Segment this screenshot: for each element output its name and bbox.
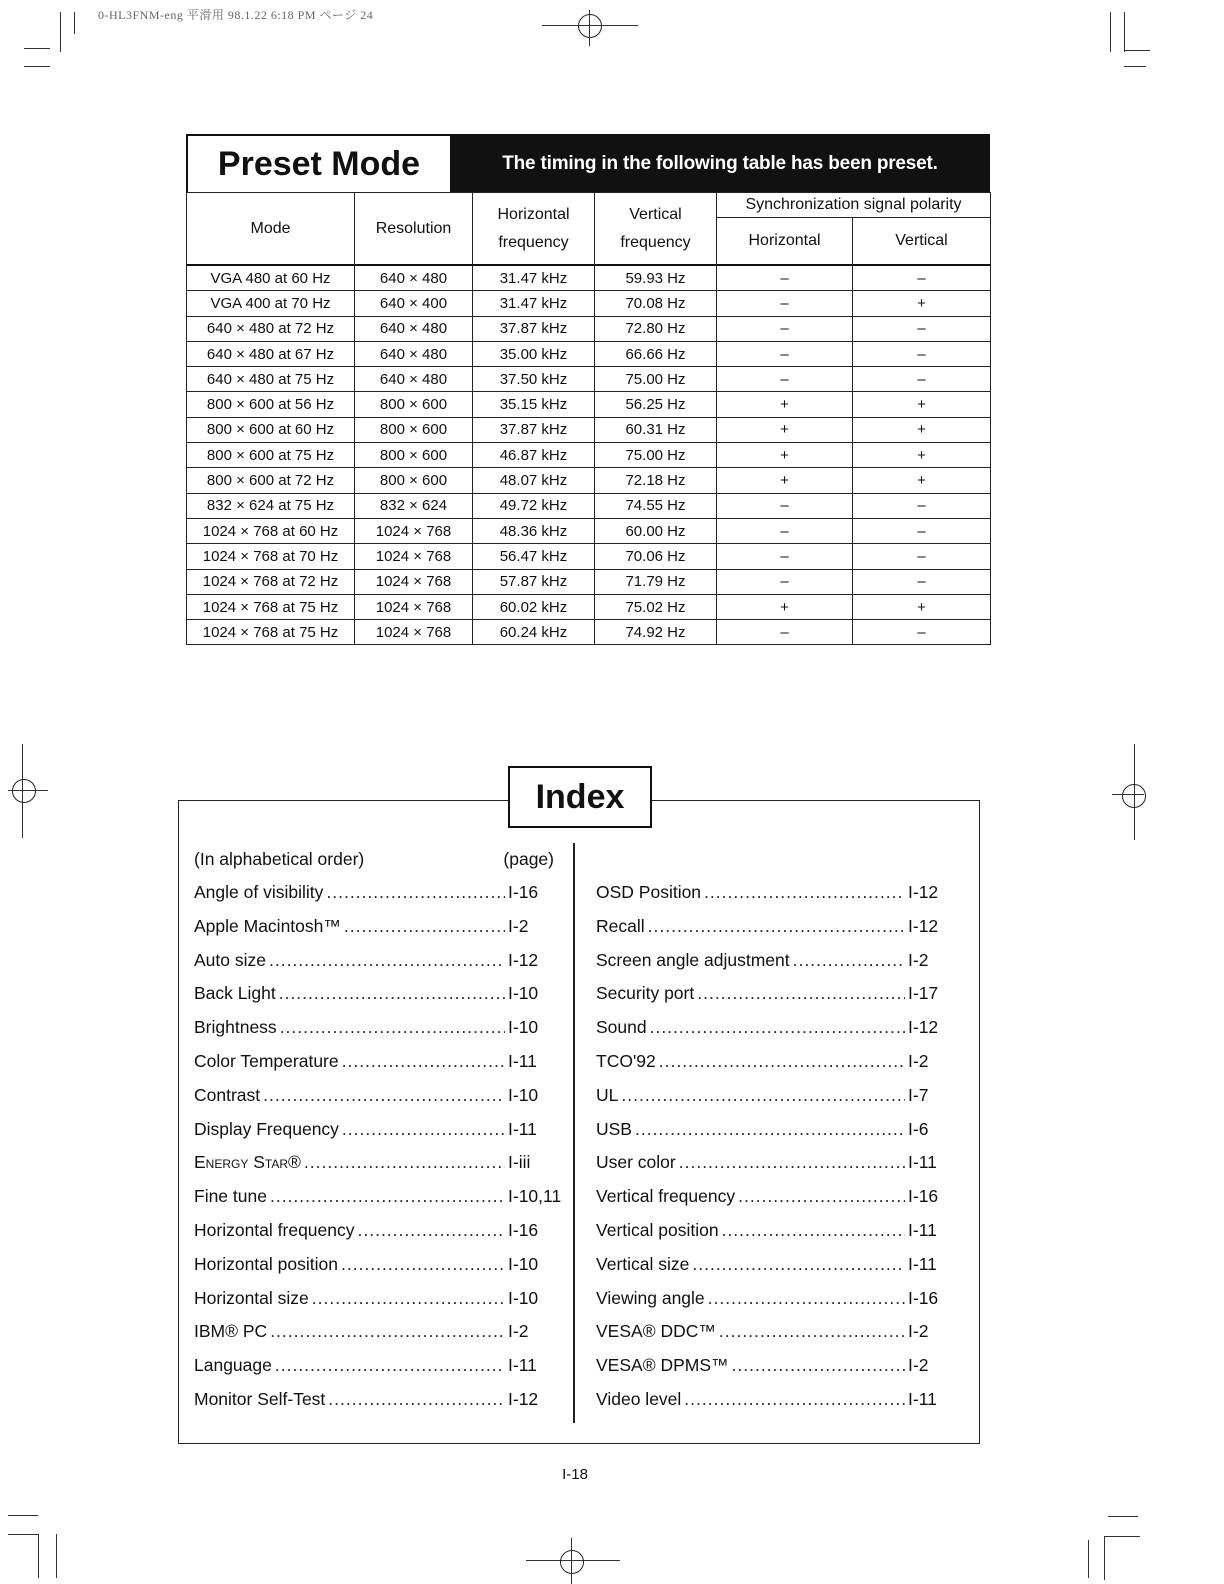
index-page-ref: I-10 xyxy=(508,983,539,1004)
cell-mode: 1024 × 768 at 75 Hz xyxy=(187,620,355,645)
table-row xyxy=(187,341,991,366)
table-row xyxy=(187,569,991,594)
index-term: Sound xyxy=(596,1017,647,1038)
column-header-sync-horizontal: Horizontal xyxy=(717,218,853,266)
index-term: VESA® DPMS™ xyxy=(596,1355,729,1376)
column-header-sync-polarity: Synchronization signal polarity xyxy=(717,193,991,218)
index-column-header xyxy=(194,842,554,876)
dot-leader xyxy=(738,1180,905,1214)
dot-leader xyxy=(793,944,905,978)
index-page-ref: I-12 xyxy=(908,915,939,936)
dot-leader xyxy=(732,1349,905,1383)
index-entry xyxy=(596,1180,946,1214)
index-entry xyxy=(596,1248,946,1282)
index-page-ref: I-10 xyxy=(508,1253,539,1274)
index-entry xyxy=(194,1349,566,1383)
index-page-ref: I-12 xyxy=(908,882,939,902)
cell-horizontal-frequency: 31.47 kHz xyxy=(473,265,595,291)
index-entry xyxy=(596,1282,946,1316)
cell-mode: 640 × 480 at 67 Hz xyxy=(187,341,355,366)
index-page-ref: I-16 xyxy=(508,882,539,902)
index-term: Back Light xyxy=(194,983,276,1004)
table-row xyxy=(187,367,991,392)
index-term: Video level xyxy=(596,1388,682,1409)
cell-resolution: 800 × 600 xyxy=(355,443,473,468)
crop-mark xyxy=(1104,1536,1105,1580)
index-entry xyxy=(596,1045,946,1079)
index-page-ref: I-12 xyxy=(908,1017,939,1038)
cell-vertical-frequency: 70.08 Hz xyxy=(595,291,717,316)
preset-mode-subtitle: The timing in the following table has been preset. xyxy=(452,136,988,192)
cell-sync-vertical: – xyxy=(853,493,991,518)
cell-sync-vertical: – xyxy=(853,518,991,543)
dot-leader xyxy=(269,944,505,978)
dot-leader xyxy=(358,1214,506,1248)
cell-vertical-frequency: 75.00 Hz xyxy=(595,443,717,468)
cell-vertical-frequency: 70.06 Hz xyxy=(595,544,717,569)
crop-mark xyxy=(589,10,590,46)
cell-horizontal-frequency: 60.24 kHz xyxy=(473,620,595,645)
cell-resolution: 1024 × 768 xyxy=(355,620,473,645)
cell-mode: 1024 × 768 at 60 Hz xyxy=(187,518,355,543)
cell-sync-vertical: – xyxy=(853,265,991,291)
index-page-ref: I-16 xyxy=(908,1186,939,1207)
index-left-list xyxy=(194,876,566,1417)
cell-vertical-frequency: 60.00 Hz xyxy=(595,518,717,543)
cell-horizontal-frequency: 60.02 kHz xyxy=(473,594,595,619)
index-entry xyxy=(194,977,566,1011)
crop-mark xyxy=(8,1534,38,1535)
index-entry xyxy=(194,1180,566,1214)
cell-horizontal-frequency: 48.07 kHz xyxy=(473,468,595,493)
table-row xyxy=(187,544,991,569)
crop-mark xyxy=(56,1534,57,1578)
cell-horizontal-frequency: 57.87 kHz xyxy=(473,569,595,594)
cell-sync-horizontal: + xyxy=(717,392,853,417)
index-entry xyxy=(596,944,946,978)
dot-leader xyxy=(704,876,905,910)
crop-mark xyxy=(1088,1540,1089,1578)
index-page-ref: I-6 xyxy=(908,1118,929,1139)
index-term: Angle of visibility xyxy=(194,882,324,902)
table-row xyxy=(187,291,991,316)
index-left-column xyxy=(194,842,566,1417)
index-entry xyxy=(194,910,566,944)
dot-leader xyxy=(326,876,505,910)
index-page-ref: I-2 xyxy=(508,915,529,936)
cell-sync-vertical: – xyxy=(853,569,991,594)
table-row xyxy=(187,518,991,543)
table-row xyxy=(187,265,991,291)
cell-horizontal-frequency: 37.87 kHz xyxy=(473,417,595,442)
crop-mark xyxy=(24,48,50,49)
cell-sync-vertical: – xyxy=(853,620,991,645)
index-entry xyxy=(194,1045,566,1079)
index-page-ref: I-17 xyxy=(908,983,939,1004)
table-row xyxy=(187,392,991,417)
cell-sync-horizontal: – xyxy=(717,620,853,645)
dot-leader xyxy=(708,1282,905,1316)
timing-table xyxy=(186,192,991,645)
cell-vertical-frequency: 60.31 Hz xyxy=(595,417,717,442)
index-term: Vertical position xyxy=(596,1219,719,1240)
index-term: Horizontal frequency xyxy=(194,1219,355,1240)
cell-horizontal-frequency: 49.72 kHz xyxy=(473,493,595,518)
index-entry xyxy=(194,1248,566,1282)
index-entry xyxy=(194,1383,566,1417)
dot-leader xyxy=(684,1383,905,1417)
cell-resolution: 640 × 480 xyxy=(355,341,473,366)
cell-resolution: 640 × 480 xyxy=(355,367,473,392)
cell-mode: 800 × 600 at 72 Hz xyxy=(187,468,355,493)
index-term: IBM® PC xyxy=(194,1321,268,1342)
registration-mark-icon xyxy=(578,14,602,38)
cell-sync-horizontal: – xyxy=(717,265,853,291)
crop-mark xyxy=(24,66,50,67)
index-entry xyxy=(596,1113,946,1147)
cell-sync-horizontal: – xyxy=(717,341,853,366)
index-term: Vertical size xyxy=(596,1253,690,1274)
dot-leader xyxy=(719,1315,905,1349)
preset-mode-section xyxy=(186,134,990,645)
index-term: Vertical frequency xyxy=(596,1186,736,1207)
cell-resolution: 800 × 600 xyxy=(355,468,473,493)
dot-leader xyxy=(280,1011,505,1045)
dot-leader xyxy=(650,1011,905,1045)
table-row xyxy=(187,620,991,645)
index-entry xyxy=(194,1079,566,1113)
index-entry xyxy=(596,1146,946,1180)
index-entry xyxy=(596,977,946,1011)
index-term: Auto size xyxy=(194,949,266,970)
dot-leader xyxy=(635,1113,905,1147)
preset-mode-title: Preset Mode xyxy=(188,136,452,192)
cell-vertical-frequency: 71.79 Hz xyxy=(595,569,717,594)
cell-sync-vertical: + xyxy=(853,417,991,442)
cell-mode: 640 × 480 at 72 Hz xyxy=(187,316,355,341)
cell-sync-horizontal: – xyxy=(717,569,853,594)
cell-horizontal-frequency: 56.47 kHz xyxy=(473,544,595,569)
cell-sync-vertical: + xyxy=(853,468,991,493)
cell-resolution: 640 × 400 xyxy=(355,291,473,316)
index-right-list xyxy=(596,876,946,1417)
index-page-ref: I-11 xyxy=(508,1050,537,1071)
index-entry xyxy=(194,1282,566,1316)
cell-resolution: 1024 × 768 xyxy=(355,544,473,569)
cell-horizontal-frequency: 46.87 kHz xyxy=(473,443,595,468)
cell-sync-vertical: – xyxy=(853,367,991,392)
index-entry xyxy=(596,876,946,910)
index-term: Screen angle adjustment xyxy=(596,949,790,970)
cell-sync-vertical: + xyxy=(853,392,991,417)
index-page-ref: I-7 xyxy=(908,1084,929,1105)
index-entry xyxy=(596,1349,946,1383)
dot-leader xyxy=(342,1045,505,1079)
cell-mode: VGA 400 at 70 Hz xyxy=(187,291,355,316)
index-page-ref: I-12 xyxy=(508,1388,539,1409)
index-entry xyxy=(194,1214,566,1248)
index-entry xyxy=(194,1146,566,1180)
index-entry xyxy=(596,1315,946,1349)
cell-resolution: 800 × 600 xyxy=(355,417,473,442)
cell-sync-vertical: + xyxy=(853,594,991,619)
dot-leader xyxy=(692,1248,905,1282)
crop-mark xyxy=(38,1534,39,1578)
cell-mode: 800 × 600 at 56 Hz xyxy=(187,392,355,417)
index-term: Fine tune xyxy=(194,1186,267,1207)
index-entry xyxy=(194,876,566,910)
cell-sync-horizontal: – xyxy=(717,544,853,569)
column-header-resolution: Resolution xyxy=(355,193,473,266)
cell-resolution: 832 × 624 xyxy=(355,493,473,518)
column-header-horizontal-frequency: Horizontal frequency xyxy=(473,193,595,266)
index-term: Monitor Self-Test xyxy=(194,1388,326,1409)
cell-horizontal-frequency: 37.87 kHz xyxy=(473,316,595,341)
table-row xyxy=(187,316,991,341)
cell-sync-horizontal: – xyxy=(717,367,853,392)
index-entry xyxy=(596,1214,946,1248)
index-page-ref: I-2 xyxy=(908,949,929,970)
index-page-ref: I-2 xyxy=(908,1050,929,1071)
index-page-ref: I-12 xyxy=(508,949,539,970)
index-page-ref: I-11 xyxy=(908,1253,937,1274)
cell-sync-vertical: – xyxy=(853,316,991,341)
column-header-mode: Mode xyxy=(187,193,355,266)
crop-mark xyxy=(1124,12,1125,52)
table-row xyxy=(187,594,991,619)
dot-leader xyxy=(275,1349,505,1383)
index-entry xyxy=(194,1113,566,1147)
index-page-ref: I-16 xyxy=(508,1219,539,1240)
index-order-label: (In alphabetical order) xyxy=(194,848,365,869)
index-term: OSD Position xyxy=(596,882,702,902)
cell-horizontal-frequency: 35.15 kHz xyxy=(473,392,595,417)
dot-leader xyxy=(648,910,905,944)
table-row xyxy=(187,493,991,518)
index-page-ref: I-11 xyxy=(908,1152,937,1173)
cell-sync-horizontal: – xyxy=(717,518,853,543)
index-term: Viewing angle xyxy=(596,1287,705,1308)
crop-mark xyxy=(1124,50,1150,51)
index-entry xyxy=(596,1383,946,1417)
cell-mode: 1024 × 768 at 72 Hz xyxy=(187,569,355,594)
crop-mark xyxy=(1108,1516,1138,1517)
index-page-label: (page) xyxy=(503,848,554,869)
index-term: Contrast xyxy=(194,1084,261,1105)
table-row xyxy=(187,417,991,442)
cell-mode: 1024 × 768 at 70 Hz xyxy=(187,544,355,569)
index-entry xyxy=(194,944,566,978)
index-term: User color xyxy=(596,1152,676,1173)
column-header-sync-vertical: Vertical xyxy=(853,218,991,266)
cell-mode: 640 × 480 at 75 Hz xyxy=(187,367,355,392)
dot-leader xyxy=(342,1113,505,1147)
timing-table-body xyxy=(187,265,991,645)
crop-mark xyxy=(1104,1536,1140,1537)
index-page-ref: I-11 xyxy=(508,1118,537,1139)
index-entry xyxy=(194,1315,566,1349)
cell-resolution: 640 × 480 xyxy=(355,265,473,291)
index-term: Display Frequency xyxy=(194,1118,339,1139)
dot-leader xyxy=(263,1079,505,1113)
index-term: Horizontal position xyxy=(194,1253,338,1274)
cell-sync-horizontal: – xyxy=(717,493,853,518)
cell-vertical-frequency: 75.02 Hz xyxy=(595,594,717,619)
cell-resolution: 800 × 600 xyxy=(355,392,473,417)
cell-horizontal-frequency: 48.36 kHz xyxy=(473,518,595,543)
cell-sync-horizontal: – xyxy=(717,316,853,341)
index-term: Apple Macintosh™ xyxy=(194,915,341,936)
dot-leader xyxy=(344,910,505,944)
cell-sync-vertical: + xyxy=(853,443,991,468)
dot-leader xyxy=(679,1146,905,1180)
registration-mark-icon xyxy=(1122,784,1146,808)
cell-horizontal-frequency: 35.00 kHz xyxy=(473,341,595,366)
cell-vertical-frequency: 72.80 Hz xyxy=(595,316,717,341)
cell-sync-horizontal: + xyxy=(717,443,853,468)
table-row xyxy=(187,443,991,468)
index-term: Horizontal size xyxy=(194,1287,309,1308)
cell-mode: 800 × 600 at 75 Hz xyxy=(187,443,355,468)
cell-mode: 832 × 624 at 75 Hz xyxy=(187,493,355,518)
dot-leader xyxy=(304,1146,505,1180)
index-term: Recall xyxy=(596,915,645,936)
dot-leader xyxy=(270,1180,505,1214)
cell-horizontal-frequency: 37.50 kHz xyxy=(473,367,595,392)
cell-sync-vertical: – xyxy=(853,341,991,366)
cell-vertical-frequency: 56.25 Hz xyxy=(595,392,717,417)
cell-sync-vertical: + xyxy=(853,291,991,316)
crop-mark xyxy=(60,12,61,52)
dot-leader xyxy=(722,1214,905,1248)
index-page-ref: I-2 xyxy=(508,1321,529,1342)
index-term: Security port xyxy=(596,983,695,1004)
index-page-ref: I-11 xyxy=(508,1355,537,1376)
table-row xyxy=(187,468,991,493)
cell-vertical-frequency: 66.66 Hz xyxy=(595,341,717,366)
index-term: USB xyxy=(596,1118,632,1139)
index-term: TCO'92 xyxy=(596,1050,656,1071)
cell-sync-vertical: – xyxy=(853,544,991,569)
dot-leader xyxy=(270,1315,505,1349)
dot-leader xyxy=(279,977,505,1011)
cell-vertical-frequency: 74.55 Hz xyxy=(595,493,717,518)
index-page-ref: I-10,11 xyxy=(508,1186,562,1207)
index-page-ref: I-11 xyxy=(908,1219,937,1240)
cell-sync-horizontal: + xyxy=(717,468,853,493)
dot-leader xyxy=(697,977,905,1011)
cell-sync-horizontal: + xyxy=(717,594,853,619)
index-term: Color Temperature xyxy=(194,1050,339,1071)
registration-mark-icon xyxy=(560,1550,584,1574)
cell-resolution: 640 × 480 xyxy=(355,316,473,341)
crop-mark xyxy=(1110,12,1111,52)
index-entry xyxy=(194,1011,566,1045)
preset-mode-header xyxy=(186,134,990,192)
index-term: Language xyxy=(194,1355,272,1376)
index-page-ref: I-10 xyxy=(508,1017,539,1038)
cell-vertical-frequency: 75.00 Hz xyxy=(595,367,717,392)
column-header-vertical-frequency: Vertical frequency xyxy=(595,193,717,266)
cell-vertical-frequency: 74.92 Hz xyxy=(595,620,717,645)
dot-leader xyxy=(328,1383,505,1417)
index-term: Brightness xyxy=(194,1017,277,1038)
index-term: VESA® DDC™ xyxy=(596,1321,716,1342)
index-page-ref: I-10 xyxy=(508,1084,539,1105)
page-number: I-18 xyxy=(562,1466,588,1483)
index-entry xyxy=(596,910,946,944)
dot-leader xyxy=(659,1045,905,1079)
index-column-divider xyxy=(573,843,575,1423)
crop-mark xyxy=(8,1515,38,1516)
index-page-ref: I-2 xyxy=(908,1355,929,1376)
cell-horizontal-frequency: 31.47 kHz xyxy=(473,291,595,316)
index-right-column xyxy=(596,876,946,1417)
crop-mark xyxy=(571,1538,572,1584)
index-page-ref: I-11 xyxy=(908,1388,937,1409)
cell-sync-horizontal: + xyxy=(717,417,853,442)
crop-mark xyxy=(1124,66,1146,67)
cell-mode: 1024 × 768 at 75 Hz xyxy=(187,594,355,619)
cell-sync-horizontal: – xyxy=(717,291,853,316)
index-term: UL xyxy=(596,1084,619,1105)
cell-resolution: 1024 × 768 xyxy=(355,594,473,619)
index-page-ref: I-iii xyxy=(508,1152,531,1173)
dot-leader xyxy=(312,1282,505,1316)
index-term: Energy Star® xyxy=(194,1152,301,1173)
cell-resolution: 1024 × 768 xyxy=(355,569,473,594)
dot-leader xyxy=(621,1079,905,1113)
index-page-ref: I-2 xyxy=(908,1321,929,1342)
print-slug: 0-HL3FNM-eng 平滑用 98.1.22 6:18 PM ページ 24 xyxy=(98,8,374,22)
cell-mode: VGA 480 at 60 Hz xyxy=(187,265,355,291)
dot-leader xyxy=(341,1248,505,1282)
crop-mark xyxy=(74,12,75,34)
cell-resolution: 1024 × 768 xyxy=(355,518,473,543)
index-entry xyxy=(596,1011,946,1045)
registration-mark-icon xyxy=(12,779,36,803)
cell-vertical-frequency: 72.18 Hz xyxy=(595,468,717,493)
index-title: Index xyxy=(508,766,652,828)
index-entry xyxy=(596,1079,946,1113)
cell-vertical-frequency: 59.93 Hz xyxy=(595,265,717,291)
index-page-ref: I-10 xyxy=(508,1287,539,1308)
index-page-ref: I-16 xyxy=(908,1287,939,1308)
cell-mode: 800 × 600 at 60 Hz xyxy=(187,417,355,442)
